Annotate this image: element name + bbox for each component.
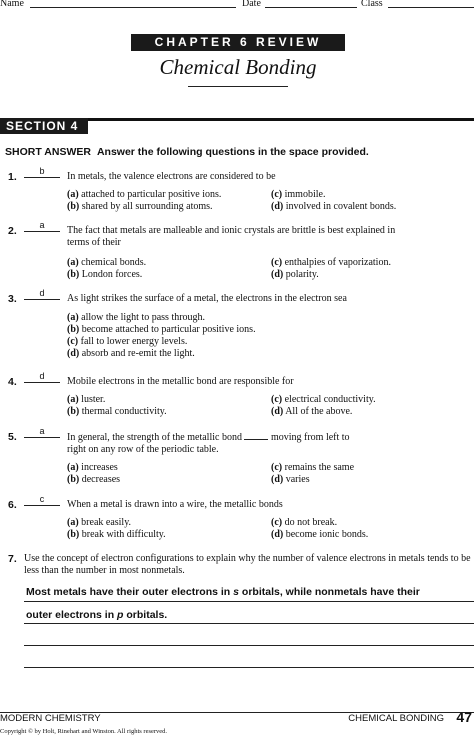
option-b: (b) decreases bbox=[67, 474, 121, 485]
option-b: (b) become attached to particular positive ions. bbox=[67, 324, 256, 335]
answer-line-3[interactable] bbox=[24, 645, 474, 646]
section-label: SECTION 4 bbox=[0, 118, 88, 134]
option-d: (d) varies bbox=[271, 474, 310, 485]
name-line[interactable] bbox=[30, 7, 236, 8]
option-b: (b) break with difficulty. bbox=[67, 529, 166, 540]
chapter-banner: CHAPTER 6 REVIEW bbox=[131, 34, 345, 51]
option-c: (c) do not break. bbox=[271, 517, 338, 528]
option-c: (c) fall to lower energy levels. bbox=[67, 336, 188, 347]
page-header bbox=[0, 0, 474, 10]
option-d: (d) polarity. bbox=[271, 269, 319, 280]
date-line[interactable] bbox=[265, 7, 357, 8]
footer-chapter-title: CHEMICAL BONDING bbox=[348, 713, 444, 724]
answer-blank[interactable]: d bbox=[24, 289, 60, 300]
option-a: (a) break easily. bbox=[67, 517, 132, 528]
option-c: (c) enthalpies of vaporization. bbox=[271, 257, 391, 268]
name-label: Name bbox=[0, 0, 24, 9]
class-line[interactable] bbox=[388, 7, 474, 8]
question-number: 4. bbox=[8, 376, 17, 388]
question-number: 2. bbox=[8, 225, 17, 237]
date-label: Date bbox=[242, 0, 261, 9]
answer-line-4[interactable] bbox=[24, 667, 474, 668]
question-number: 1. bbox=[8, 171, 17, 183]
page-number: 47 bbox=[456, 709, 472, 725]
answer-line-2[interactable] bbox=[24, 623, 474, 624]
option-c: (c) electrical conductivity. bbox=[271, 394, 376, 405]
question-text: Mobile electrons in the metallic bond are responsible for bbox=[67, 376, 294, 387]
option-b: (b) shared by all surrounding atoms. bbox=[67, 201, 213, 212]
instructions-type: SHORT ANSWER bbox=[5, 146, 91, 158]
question-number: 3. bbox=[8, 293, 17, 305]
option-a: (a) allow the light to pass through. bbox=[67, 312, 206, 323]
option-a: (a) increases bbox=[67, 462, 118, 473]
answer-blank[interactable]: a bbox=[24, 427, 60, 438]
option-d: (d) become ionic bonds. bbox=[271, 529, 369, 540]
question-text: The fact that metals are malleable and ionic crystals are brittle is best explained in terms of their bbox=[67, 225, 396, 248]
option-c: (c) remains the same bbox=[271, 462, 355, 473]
chapter-title: Chemical Bonding bbox=[159, 55, 317, 79]
option-a: (a) attached to particular positive ions. bbox=[67, 189, 222, 200]
option-a: (a) luster. bbox=[67, 394, 106, 405]
answer-line-1[interactable] bbox=[24, 601, 474, 602]
option-b: (b) thermal conductivity. bbox=[67, 406, 167, 417]
option-d: (d) All of the above. bbox=[271, 406, 353, 417]
question-number: 7. bbox=[8, 553, 17, 565]
class-label: Class bbox=[361, 0, 383, 9]
instructions-text: Answer the following questions in the space provided. bbox=[96, 146, 369, 158]
question-text: In metals, the valence electrons are considered to be bbox=[67, 171, 276, 182]
answer-line-2-text: outer electrons in p orbitals. bbox=[26, 609, 168, 621]
question-number: 5. bbox=[8, 431, 17, 443]
inline-blank[interactable] bbox=[244, 431, 268, 440]
option-d: (d) involved in covalent bonds. bbox=[271, 201, 397, 212]
answer-blank[interactable]: c bbox=[24, 495, 60, 506]
question-text: Use the concept of electron configurations to explain why the number of valence electrons in metals tends to be less than the number in most nonmetals. bbox=[24, 553, 471, 576]
option-a: (a) chemical bonds. bbox=[67, 257, 147, 268]
option-c: (c) immobile. bbox=[271, 189, 326, 200]
option-b: (b) London forces. bbox=[67, 269, 143, 280]
footer-book-title: MODERN CHEMISTRY bbox=[0, 713, 101, 724]
question-text: As light strikes the surface of a metal, the electrons in the electron sea bbox=[67, 293, 347, 304]
answer-line-1-text: Most metals have their outer electrons in s orbitals, while nonmetals have their bbox=[26, 586, 420, 598]
answer-blank[interactable]: b bbox=[24, 167, 60, 178]
copyright: Copyright © by Holt, Rinehart and Winston. All rights reserved. bbox=[0, 728, 168, 735]
answer-blank[interactable]: d bbox=[24, 372, 60, 383]
title-rule bbox=[188, 86, 288, 87]
answer-blank[interactable]: a bbox=[24, 221, 60, 232]
question-text: In general, the strength of the metallic bond moving from left to right on any row of the periodic table. bbox=[67, 432, 350, 455]
question-text: When a metal is drawn into a wire, the metallic bonds bbox=[67, 499, 283, 510]
option-d: (d) absorb and re-emit the light. bbox=[67, 348, 195, 359]
question-number: 6. bbox=[8, 499, 17, 511]
instructions bbox=[5, 146, 369, 158]
